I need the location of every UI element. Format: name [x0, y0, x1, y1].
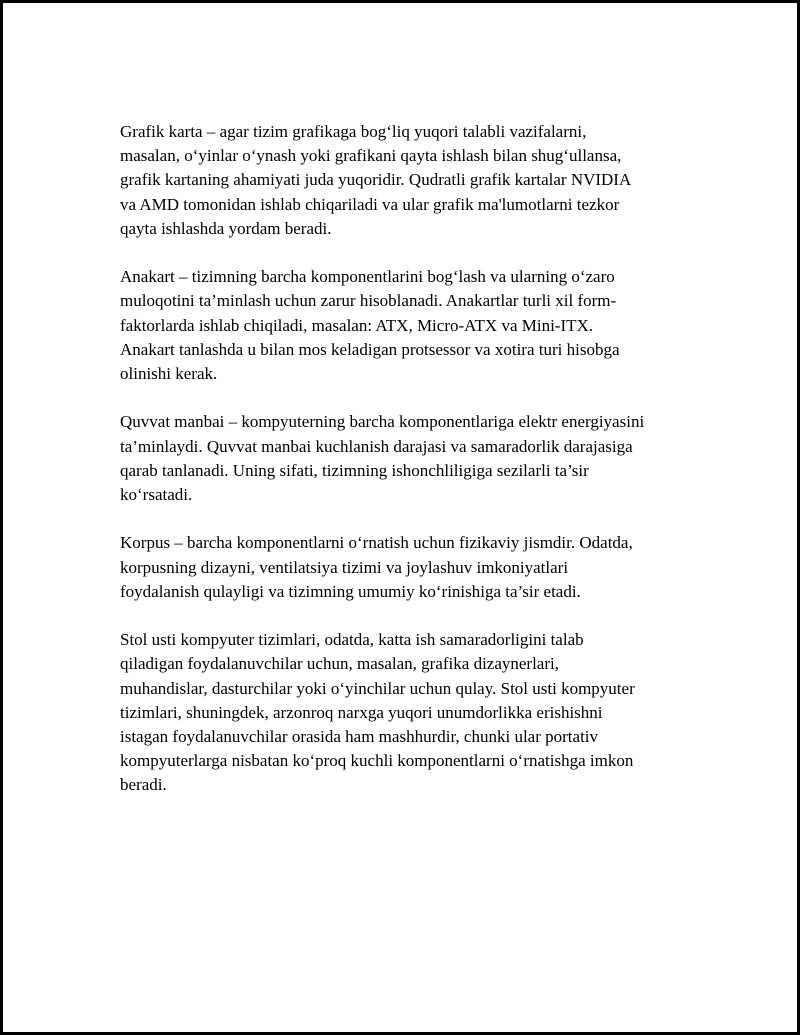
document-body: [120, 120, 700, 822]
paragraph-power-supply: Quvvat manbai – kompyuterning barcha komponentlariga elektr energiyasini ta’minlaydi. Quvvat manbai kuchlanish darajasi va samaradorlik darajasiga qarab tanlanadi. Uning sifati, tizimning ishonchliligiga sezilarli ta’sir ko‘rsatadi.: [120, 412, 645, 505]
paragraph-desktop-systems: Stol usti kompyuter tizimlari, odatda, katta ish samaradorligini talab qiladigan foydalanuvchilar uchun, masalan, grafika dizaynerlari, muhandislar, dasturchilar yoki o‘yinchilar uchun qulay. Stol usti kompyuter tizimlari, shuningdek, arzonroq narxga yuqori unumdorlikka erishishni istagan foydalanuvchilar orasida ham mashhurdir, chunki ular portativ kompyuterlarga nisbatan ko‘proq kuchli komponentlarni o‘rnatishga imkon beradi.: [120, 630, 635, 795]
paragraph-case: Korpus – barcha komponentlarni o‘rnatish uchun fizikaviy jismdir. Odatda, korpusning dizayni, ventilatsiya tizimi va joylashuv imkoniyatlari foydalanish qulayligi va tizimning umumiy ko‘rinishiga ta’sir etadi.: [120, 533, 633, 601]
paragraph-motherboard: Anakart – tizimning barcha komponentlarini bog‘lash va ularning o‘zaro muloqotini ta’minlash uchun zarur hisoblanadi. Anakartlar turli xil form- faktorlarda ishlab chiqiladi, masalan: ATX, Micro-ATX va Mini-ITX. Anakart tanlashda u bilan mos keladigan protsessor va xotira turi hisobga olinishi kerak.: [120, 267, 620, 384]
paragraph-graphics-card: Grafik karta – agar tizim grafikaga bog‘liq yuqori talabli vazifalarni, masalan, o‘yinlar o‘ynash yoki grafikani qayta ishlash bilan shug‘ullansa, grafik kartaning ahamiyati juda yuqoridir. Qudratli grafik kartalar NVIDIA va AMD tomonidan ishlab chiqariladi va ular grafik ma'lumotlarni tezkor qayta ishlashda yordam beradi.: [120, 122, 632, 238]
